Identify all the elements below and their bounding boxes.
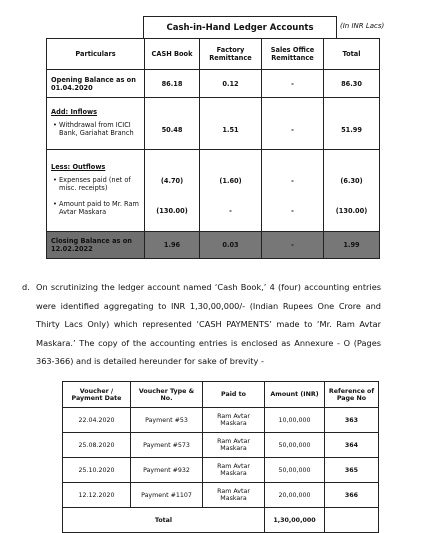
col-voucher-type: Voucher Type & No. [131,382,203,408]
outflows-total [324,150,380,232]
outflows-payment-cash-book: (130.00) [156,206,188,215]
inflows-title: Add: Inflows [51,108,98,116]
outflows-cash-book [145,150,200,232]
table-row [63,408,379,433]
voucher-date: 12.12.2020 [63,483,131,508]
inflows-item: • Withdrawal from ICICI Bank, Gariahat Branch [53,121,134,137]
voucher-paid-to: Ram Avtar Maskara [203,408,265,433]
outflows-item-expenses: • Expenses paid (net of misc. receipts) [53,176,131,192]
inflows-sales-office: - [262,98,324,150]
voucher-date: 25.08.2020 [63,433,131,458]
closing-factory: 0.03 [200,232,262,259]
ledger-header-row [47,39,380,70]
paragraph-d [22,278,381,371]
outflows-expenses-cash-book: (4.70) [160,176,184,185]
col-amount: Amount (INR) [265,382,325,408]
col-total: Total [324,39,380,70]
col-cash-book: CASH Book [145,39,200,70]
voucher-date: 22.04.2020 [63,408,131,433]
vouchers-total-row [63,508,379,533]
col-paid-to: Paid to [203,382,265,408]
voucher-page-ref: 366 [325,483,379,508]
outflows-item-payment: • Amount paid to Mr. Ram Avtar Maskara [53,200,139,216]
voucher-type: Payment #1107 [131,483,203,508]
voucher-amount: 50,00,000 [265,433,325,458]
paragraph-text: On scrutinizing the ledger account named ‘Cash Book,’ 4 (four) accounting entries were identified aggregating to INR 1,30,00,000/- (Indian Rupees One Crore and Thirty Lacs Only) which represented ‘CASH PAYMENTS’ made to ‘Mr. Ram Avtar Maskara.’ The copy of the accounting entries is enclosed as Annexure - O (Pages 363-366) and is detailed hereunder for sake of brevity - [36,282,381,366]
outflows-expenses-factory: (1.60) [219,176,242,185]
voucher-paid-to: Ram Avtar Maskara [203,458,265,483]
voucher-page-ref: 364 [325,433,379,458]
opening-total: 86.30 [324,70,380,98]
voucher-amount: 10,00,000 [265,408,325,433]
outflows-cell [47,150,145,232]
col-factory-remittance: Factory Remittance [200,39,262,70]
voucher-type: Payment #573 [131,433,203,458]
vouchers-header-row [63,382,379,408]
closing-balance-row [47,232,380,259]
voucher-type: Payment #53 [131,408,203,433]
inflows-cell [47,98,145,150]
outflows-title: Less: Outflows [51,163,106,171]
outflows-expenses-total: (6.30) [340,176,363,185]
table-row [63,483,379,508]
voucher-paid-to: Ram Avtar Maskara [203,433,265,458]
opening-sales-office: - [262,70,324,98]
outflows-expenses-sales-office: - [291,176,294,185]
voucher-page-ref: 365 [325,458,379,483]
opening-factory: 0.12 [200,70,262,98]
col-particulars: Particulars [47,39,145,70]
voucher-amount: 20,00,000 [265,483,325,508]
table-row [63,433,379,458]
table-row [63,458,379,483]
paragraph-marker: d. [22,282,30,292]
col-page-ref: Reference of Page No [325,382,379,408]
closing-sales-office: - [262,232,324,259]
outflows-factory [200,150,262,232]
voucher-paid-to: Ram Avtar Maskara [203,483,265,508]
closing-cash-book: 1.96 [145,232,200,259]
voucher-amount: 50,00,000 [265,458,325,483]
ledger-unit-note: (In INR Lacs) [340,22,385,30]
vouchers-table [62,381,379,533]
outflows-payment-sales-office: - [291,206,294,215]
closing-balance-label: Closing Balance as on 12.02.2022 [47,232,145,259]
outflows-payment-factory: - [229,206,232,215]
voucher-page-ref: 363 [325,408,379,433]
opening-balance-label: Opening Balance as on 01.04.2020 [47,70,145,98]
inflows-factory: 1.51 [200,98,262,150]
vouchers-total-amount: 1,30,00,000 [265,508,325,533]
opening-cash-book: 86.18 [145,70,200,98]
closing-total: 1.99 [324,232,380,259]
col-voucher-date: Voucher / Payment Date [63,382,131,408]
ledger-title: Cash-in-Hand Ledger Accounts [143,16,337,39]
col-sales-office-remittance: Sales Office Remittance [262,39,324,70]
outflows-payment-total: (130.00) [335,206,368,215]
vouchers-total-empty [325,508,379,533]
inflows-cash-book: 50.48 [145,98,200,150]
voucher-type: Payment #932 [131,458,203,483]
vouchers-total-label: Total [63,508,265,533]
voucher-date: 25.10.2020 [63,458,131,483]
outflows-sales-office [262,150,324,232]
ledger-table [46,38,380,259]
inflows-row [47,98,380,150]
outflows-row [47,150,380,232]
opening-balance-row [47,70,380,98]
inflows-total: 51.99 [324,98,380,150]
